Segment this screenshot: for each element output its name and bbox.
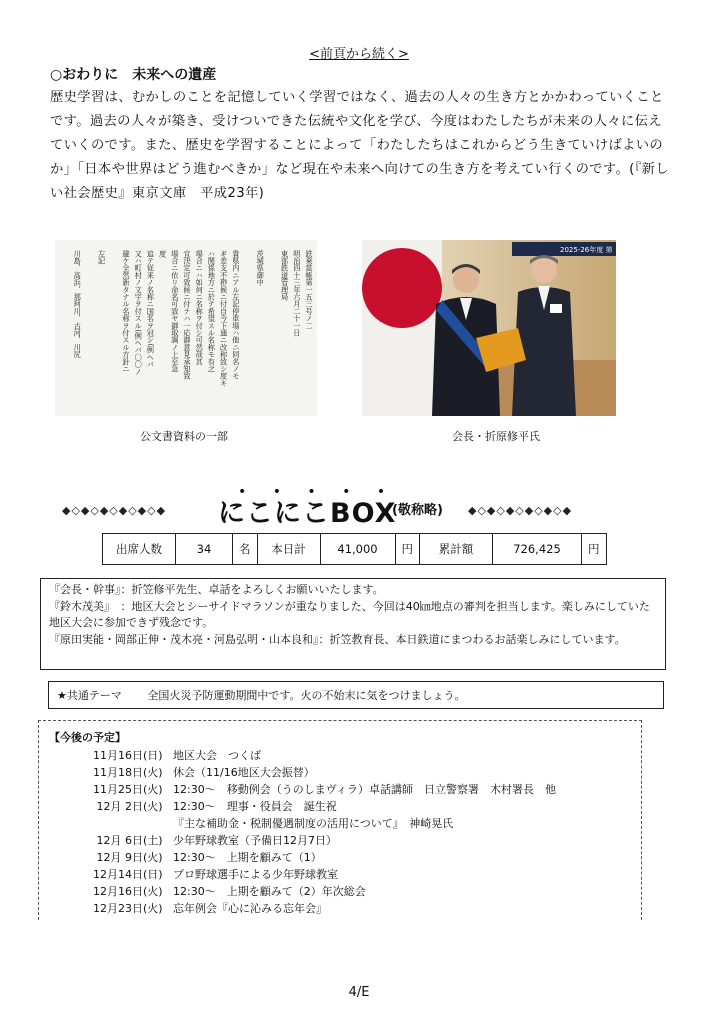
- schedule-text: 少年野球教室（予備日12月7日）: [173, 834, 337, 847]
- body-paragraph: 歴史学習は、むかしのことを記憶していく学習ではなく、過去の人々の生き方とかかわっていくことです。過去の人々が築き、受けついできた伝統や文化を学び、今度はわたしたちが未来の人々に伝えていくのです。また、歴史を学習することによって「わたしたちはこれからどう生きていけばよいのか」「日本や世界はどう進むべきか」など現在や未来へ向けての生き方を考えてい行くのです。(『新しい社会歴史』東京文庫 平成23年): [50, 90, 669, 201]
- document-text-column: 貴県内ニアル左記停車場ハ他ニ同名ノモ: [231, 250, 241, 380]
- banner-text: 2025-26年度 第: [560, 246, 613, 254]
- box-title: にこにこBOX: [218, 498, 397, 529]
- schedule-row: [49, 849, 631, 866]
- schedule-title: 【今後の予定】: [49, 731, 126, 744]
- schedule-text: 12:30～ 移動例会（うのしまヴィラ）卓話講師 日立警察署 木村署長 他: [173, 783, 557, 796]
- theme-text: 全国火災予防運動期間中です。火の不始末に気をつけましょう。: [147, 689, 466, 702]
- page-number: 4/E: [348, 985, 370, 1000]
- total-value: 726,425: [493, 534, 582, 565]
- document-text-column: 茨城県御中: [256, 250, 266, 286]
- schedule-date: 12月 9日: [96, 851, 143, 864]
- document-text-column: 左記: [97, 250, 107, 265]
- schedule-date: [49, 815, 143, 832]
- schedule-day: [143, 815, 167, 832]
- document-text-column: 鉄乗當帳第一五三号ノ二: [305, 250, 314, 330]
- schedule-text: プロ野球選手による少年野球教室: [173, 868, 338, 881]
- schedule-row: [49, 883, 631, 900]
- schedule-text: 忘年例会『心に沁みる忘年会』: [173, 902, 327, 915]
- daily-label: 本日計: [257, 534, 320, 565]
- schedule-row: [49, 815, 631, 832]
- schedule-day: (日): [143, 749, 163, 762]
- schedule-row: [49, 798, 631, 815]
- document-text-column: 明治四十三年六月二十一日: [292, 250, 302, 337]
- meeting-photo: [362, 240, 616, 416]
- decor-right: ◆◇◆◇◆◇◆◇◆◇◆: [468, 504, 573, 517]
- flag-sun: [362, 248, 442, 328]
- box-banner: [62, 484, 654, 529]
- document-photo: [55, 240, 317, 416]
- schedule-text: 12:30～ 上期を顧みて（2）年次総会: [173, 885, 366, 898]
- schedule-day: (日): [143, 868, 163, 881]
- schedule-box: [38, 720, 642, 920]
- schedule-text: 『主な補助金・税制優遇制度の活用について』 神崎晃氏: [173, 817, 454, 830]
- theme-box: [48, 681, 664, 709]
- schedule-row: [49, 781, 631, 798]
- document-text-column: 宜決定可致候ニ付テハ一応御意見承知致: [183, 250, 192, 380]
- schedule-date: 11月25日: [93, 783, 143, 796]
- notes-box: [40, 578, 666, 670]
- document-text-column: 避ケ全然新タナル名称ヲ付スル方針ニ: [122, 250, 131, 373]
- document-text-column: 又ハ町村ノ文字ヲ付スル(例ヘバ〇〇ノ: [134, 250, 144, 376]
- schedule-text: 12:30～ 理事・役員会 誕生祝: [173, 800, 337, 813]
- schedule-row: [49, 900, 631, 917]
- schedule-date: 11月16日: [93, 749, 143, 762]
- schedule-row: [49, 747, 631, 764]
- document-text-column: ギ差支不尠候ニ付自今下通ニ改称致シ度キ: [219, 250, 229, 387]
- schedule-day: (土): [143, 834, 163, 847]
- schedule-date: 12月16日: [93, 885, 143, 898]
- total-unit: 円: [582, 534, 607, 565]
- counts-table: [102, 533, 607, 565]
- note-line: 『鈴木茂美』 ：地区大会とシーサイドマラソンが重なりました、今回は40㎞地点の審判を担当します。楽しみにしていた地区大会に参加できず残念です。: [49, 599, 650, 629]
- decor-left: ◆◇◆◇◆◇◆◇◆◇◆: [62, 504, 167, 517]
- schedule-day: (火): [143, 783, 163, 796]
- schedule-date: 12月 6日: [96, 834, 143, 847]
- schedule-day: (火): [143, 800, 163, 813]
- document-text-column: 東部鉄道管理局: [280, 250, 290, 301]
- schedule-row: [49, 866, 631, 883]
- section-heading: ○おわりに 未来への遺産: [50, 67, 217, 83]
- schedule-day: (火): [143, 851, 163, 864]
- note-line: 『原田実能・岡部正伸・茂木亮・河島弘明・山本良和』：折笠教育長、本日鉄道にまつわるお話楽しみにしています。: [49, 632, 626, 646]
- meeting-photo-caption: 会長・折原修平氏: [452, 430, 540, 443]
- schedule-day: (火): [143, 885, 163, 898]
- schedule-text: 12:30～ 上期を顧みて（1）: [173, 851, 322, 864]
- theme-label: ★共通テーマ: [57, 689, 122, 702]
- document-text-column: 場合ニ依リ命名可致ヤ御取調ノ上至急: [170, 250, 180, 373]
- schedule-text: 休会（11/16地区大会振替）: [173, 766, 315, 779]
- total-label: 累計額: [420, 534, 493, 565]
- document-text-column: 追テ従来ノ名称ニ国名ヲ冠シ(例ヘバ: [146, 250, 156, 369]
- document-text-column: 川島、高浜、那珂川、古河、川尻: [73, 250, 83, 358]
- document-text-column: 度: [158, 250, 168, 258]
- schedule-row: [49, 832, 631, 849]
- box-subtitle: (敬称略): [392, 503, 443, 518]
- schedule-row: [49, 764, 631, 781]
- daily-value: 41,000: [320, 534, 395, 565]
- note-line: 『会長・幹事』：折笠修平先生、卓話をよろしくお願いいたします。: [49, 583, 384, 596]
- emphasis-dots: • • • • •: [238, 484, 397, 500]
- schedule-date: 12月 2日: [96, 800, 143, 813]
- attendance-value: 34: [176, 534, 233, 565]
- schedule-day: (火): [143, 902, 163, 915]
- document-photo-caption: 公文書資料の一部: [140, 430, 228, 443]
- document-text-column: ハ関係地方ニ於テ希望スル名称モ有之: [207, 250, 217, 373]
- schedule-text: 地区大会 つくば: [173, 749, 261, 762]
- schedule-date: 11月18日: [93, 766, 143, 779]
- attendance-unit: 名: [233, 534, 258, 565]
- continued-note: <前頁から続く>: [309, 47, 409, 62]
- document-text-column: 場合ニハ如何ニ名称ヲ付シ可然哉其: [195, 250, 205, 366]
- schedule-day: (火): [143, 766, 163, 779]
- attendance-label: 出席人数: [103, 534, 176, 565]
- schedule-date: 12月14日: [93, 868, 143, 881]
- daily-unit: 円: [395, 534, 420, 565]
- meeting-photo-image: [362, 240, 616, 416]
- schedule-date: 12月23日: [93, 902, 143, 915]
